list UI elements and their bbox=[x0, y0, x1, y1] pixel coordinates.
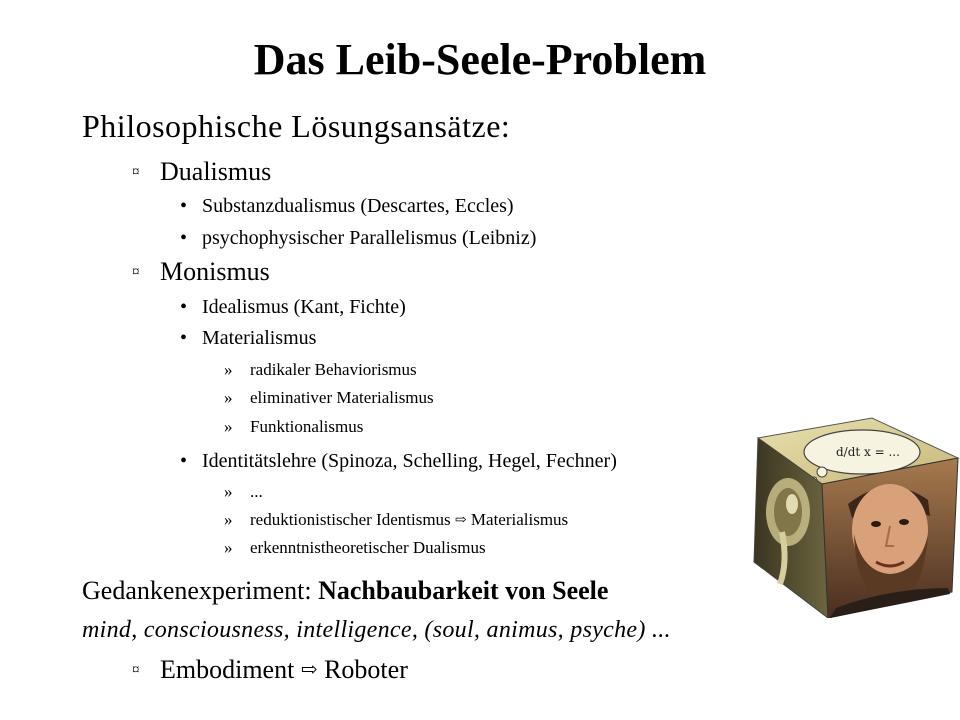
guillemet-bullet-icon: » bbox=[224, 360, 233, 379]
guillemet-bullet-icon: » bbox=[224, 538, 233, 557]
bullet-materialismus: • Materialismus bbox=[180, 327, 317, 349]
bullet-parallelismus: • psychophysischer Parallelismus (Leibniz) bbox=[180, 227, 537, 249]
section-heading: Philosophische Lösungsansätze: bbox=[82, 108, 511, 144]
dot-bullet-icon: • bbox=[180, 450, 188, 472]
thought-experiment-line: Gedankenexperiment: Nachbaubarkeit von Seele bbox=[82, 576, 609, 605]
bullet-funktionalismus: » Funktionalismus bbox=[224, 417, 364, 436]
bullet-identitaetslehre: • Identitätslehre (Spinoza, Schelling, Hegel, Fechner) bbox=[180, 450, 617, 472]
dot-bullet-icon: • bbox=[180, 296, 188, 318]
bullet-dualismus: ¤ Dualismus bbox=[132, 157, 272, 186]
bullet-embodiment: ¤ Embodiment ⇨ Roboter bbox=[132, 655, 408, 684]
slide-title: Das Leib-Seele-Problem bbox=[253, 35, 707, 84]
guillemet-bullet-icon: » bbox=[224, 510, 233, 529]
square-bullet-icon: ¤ bbox=[132, 264, 140, 280]
bullet-eliminativer: » eliminativer Materialismus bbox=[224, 388, 434, 407]
right-arrow-icon: ⇨ bbox=[300, 659, 318, 681]
thought-experiment-emphasis: Nachbaubarkeit von Seele bbox=[318, 576, 609, 605]
bullet-idealismus: • Idealismus (Kant, Fichte) bbox=[180, 296, 406, 318]
guillemet-bullet-icon: » bbox=[224, 417, 233, 436]
dot-bullet-icon: • bbox=[180, 195, 188, 217]
bullet-substanzdualismus: • Substanzdualismus (Descartes, Eccles) bbox=[180, 195, 514, 217]
dot-bullet-icon: • bbox=[180, 327, 188, 349]
head-cube-illustration bbox=[752, 412, 960, 618]
guillemet-bullet-icon: » bbox=[224, 388, 233, 407]
guillemet-bullet-icon: » bbox=[224, 482, 233, 501]
bullet-erkenntnistheoretisch: » erkenntnistheoretischer Dualismus bbox=[224, 538, 486, 557]
right-arrow-icon: ⇨ bbox=[454, 513, 467, 528]
dot-bullet-icon: • bbox=[180, 227, 188, 249]
bullet-ellipsis: » ... bbox=[224, 482, 263, 501]
bullet-reduktionistisch: » reduktionistischer Identismus ⇨ Materialismus bbox=[224, 510, 569, 529]
bullet-monismus: ¤ Monismus bbox=[132, 257, 270, 286]
square-bullet-icon: ¤ bbox=[132, 662, 140, 678]
mind-terms-line: mind, consciousness, intelligence, (soul, animus, psyche) ... bbox=[82, 617, 671, 643]
bullet-behaviorismus: » radikaler Behaviorismus bbox=[224, 360, 417, 379]
square-bullet-icon: ¤ bbox=[132, 164, 140, 180]
thought-formula: d/dt x = ... bbox=[836, 445, 900, 459]
